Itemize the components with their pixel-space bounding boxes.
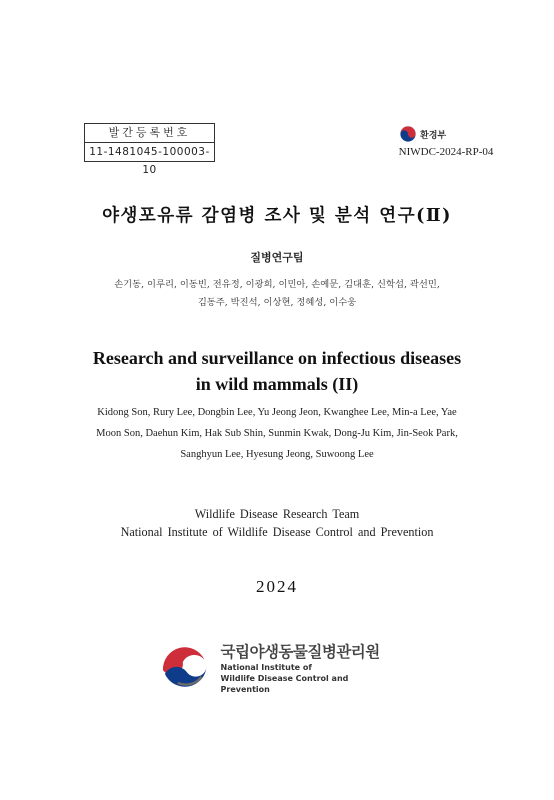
english-authors-line: Sanghyun Lee, Hyesung Jeong, Suwoong Lee — [180, 449, 374, 460]
english-authors-line: Moon Son, Daehun Kim, Hak Sub Shin, Sunmin Kwak, Dong-Ju Kim, Jin-Seok Park, — [96, 428, 458, 439]
taeguk-icon — [400, 126, 416, 142]
ministry-logo — [400, 126, 446, 142]
publication-year: 2024 — [256, 577, 298, 596]
ministry-name: 환경부 — [420, 130, 447, 141]
institute-name: National Institute of Wildlife Disease Control and Prevention — [120, 525, 434, 539]
english-title-line: in wild mammals (II) — [195, 374, 359, 394]
english-title-line: Research and surveillance on infectious diseases — [92, 348, 462, 368]
english-authors-line: Kidong Son, Rury Lee, Dongbin Lee, Yu Jeong Jeon, Kwanghee Lee, Min-a Lee, Yae — [97, 407, 457, 418]
team-name: Wildlife Disease Research Team — [194, 507, 360, 521]
registration-number-box — [84, 123, 215, 176]
korean-authors-line: 손기동, 이루리, 이동빈, 전유정, 이광희, 이민아, 손예문, 김대훈, 신학섭, 곽선민, — [114, 279, 440, 290]
english-affiliation — [0, 505, 554, 541]
report-number: NIWDC-2024-RP-04 — [398, 146, 494, 158]
english-authors — [70, 402, 484, 465]
korean-authors — [70, 276, 484, 312]
english-title — [0, 345, 554, 397]
korean-authors-line: 김동주, 박진석, 이상현, 정혜성, 이수웅 — [197, 297, 357, 308]
korean-team-name: 질병연구팀 — [250, 251, 304, 264]
institute-emblem-icon — [157, 640, 213, 696]
institute-name-korean: 국립야생동물질병관리원 — [220, 642, 380, 661]
registration-label: 발간등록번호 — [85, 124, 214, 143]
institute-logo-text — [221, 642, 399, 695]
registration-number: 11-1481045-100003-10 — [89, 146, 210, 176]
korean-title: 야생포유류 감염병 조사 및 분석 연구(Ⅱ) — [102, 206, 452, 226]
institute-name-english-line: National Institute of — [220, 662, 312, 672]
institute-name-english-line: Wildlife Disease Control and Prevention — [220, 673, 349, 694]
institute-logo — [157, 640, 399, 696]
